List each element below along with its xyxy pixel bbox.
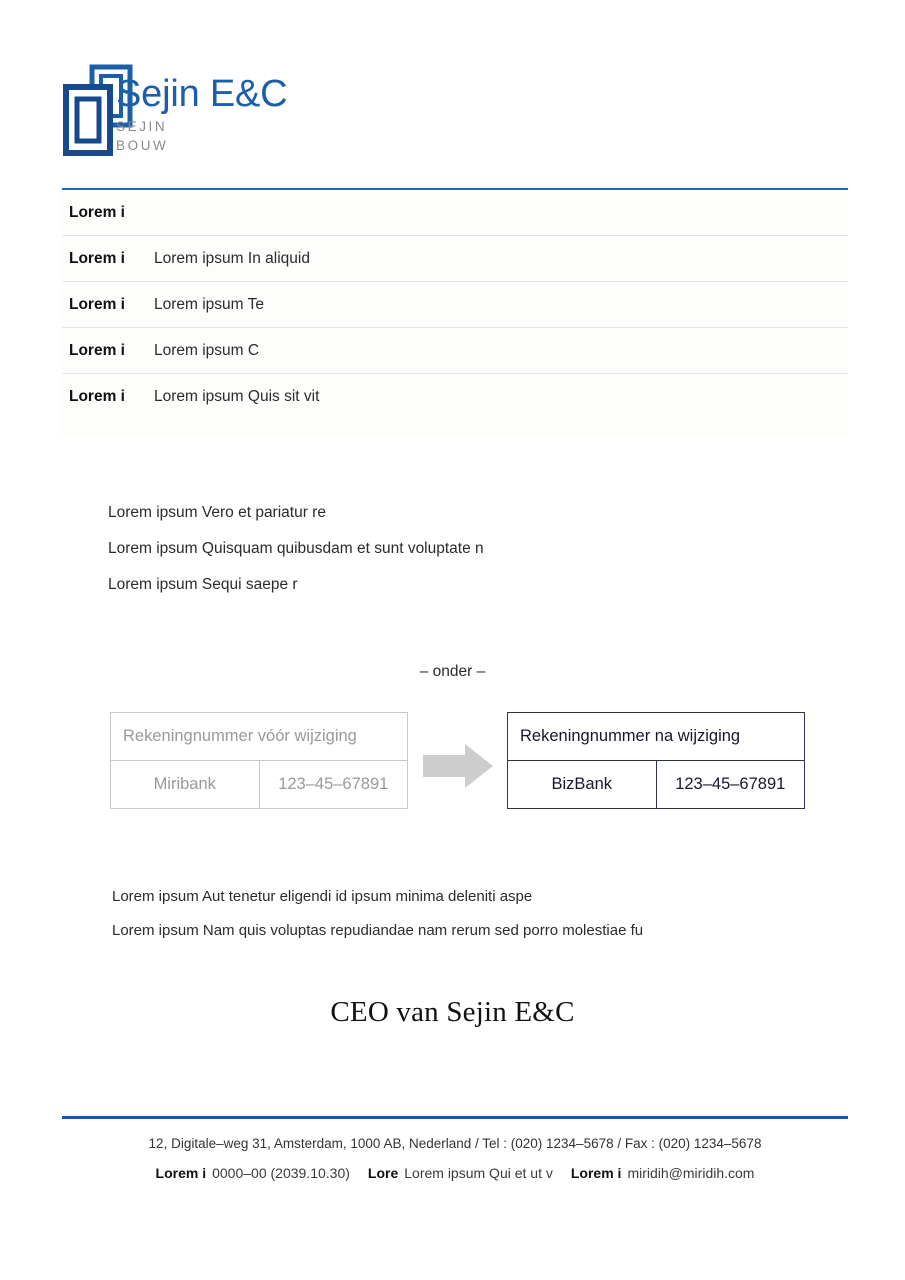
new-account-bank: BizBank	[508, 761, 657, 809]
table-row	[62, 282, 848, 328]
table-row	[62, 190, 848, 236]
footer-meta-value: Lorem ipsum Qui et ut v	[404, 1165, 553, 1181]
table-bottom-spacer	[62, 415, 848, 437]
note-paragraphs	[112, 880, 852, 948]
row-value: Lorem ipsum C	[154, 341, 260, 359]
new-account-number: 123–45–67891	[675, 775, 786, 793]
account-change-comparison	[108, 712, 808, 812]
info-table	[62, 188, 848, 421]
footer-meta-label: Lorem i	[570, 1165, 622, 1181]
row-label: Lorem i	[69, 295, 125, 313]
signature-line: CEO van Sejin E&C	[330, 996, 575, 1028]
row-value: Lorem ipsum In aliquid	[154, 249, 310, 267]
footer-divider	[62, 1116, 848, 1119]
footer-meta-value: 0000–00 (2039.10.30)	[212, 1165, 350, 1181]
old-account-bank: Miribank	[111, 761, 260, 809]
logo-text	[116, 72, 536, 154]
note-line: Lorem ipsum Nam quis voluptas repudiandae nam rerum sed porro molestiae fu	[112, 922, 644, 939]
letterhead	[62, 58, 582, 168]
table-row	[62, 374, 848, 419]
table-row	[111, 713, 408, 761]
footer-meta-label: Lorem i	[155, 1165, 207, 1181]
old-account-table	[110, 712, 408, 809]
logo-subline-1: SEJIN	[116, 119, 168, 134]
intro-line: Lorem ipsum Quisquam quibusdam et sunt voluptate n	[108, 540, 484, 557]
table-row	[62, 328, 848, 374]
row-label: Lorem i	[69, 203, 125, 221]
logo-subline-2: BOUW	[116, 138, 169, 153]
new-account-header: Rekeningnummer na wijziging	[508, 713, 805, 761]
right-arrow-icon	[423, 744, 495, 788]
footer	[62, 1130, 848, 1188]
intro-line: Lorem ipsum Vero et pariatur re	[108, 504, 326, 521]
footer-meta-value: miridih@miridih.com	[627, 1165, 755, 1181]
new-account-table	[507, 712, 805, 809]
row-label: Lorem i	[69, 341, 125, 359]
footer-meta-label: Lore	[367, 1165, 399, 1181]
table-row	[508, 713, 805, 761]
company-name: Sejin E&C	[116, 73, 288, 115]
row-label: Lorem i	[69, 249, 125, 267]
table-row	[508, 761, 805, 809]
note-line: Lorem ipsum Aut tenetur eligendi id ipsum minima deleniti aspe	[112, 888, 533, 905]
old-account-number: 123–45–67891	[278, 775, 389, 793]
footer-meta-row	[62, 1158, 848, 1188]
old-account-header: Rekeningnummer vóór wijziging	[111, 713, 408, 761]
row-value: Lorem ipsum Te	[154, 295, 264, 313]
footer-address: 12, Digitale–weg 31, Amsterdam, 1000 AB, Nederland / Tel : (020) 1234–5678 / Fax : (020) 1234–5678	[148, 1136, 762, 1151]
row-label: Lorem i	[69, 387, 125, 405]
intro-line: Lorem ipsum Sequi saepe r	[108, 576, 298, 593]
row-value: Lorem ipsum Quis sit vit	[154, 387, 320, 405]
section-divider-label: – onder –	[419, 663, 486, 680]
table-row	[111, 761, 408, 809]
intro-paragraphs	[108, 495, 828, 603]
table-row	[62, 236, 848, 282]
